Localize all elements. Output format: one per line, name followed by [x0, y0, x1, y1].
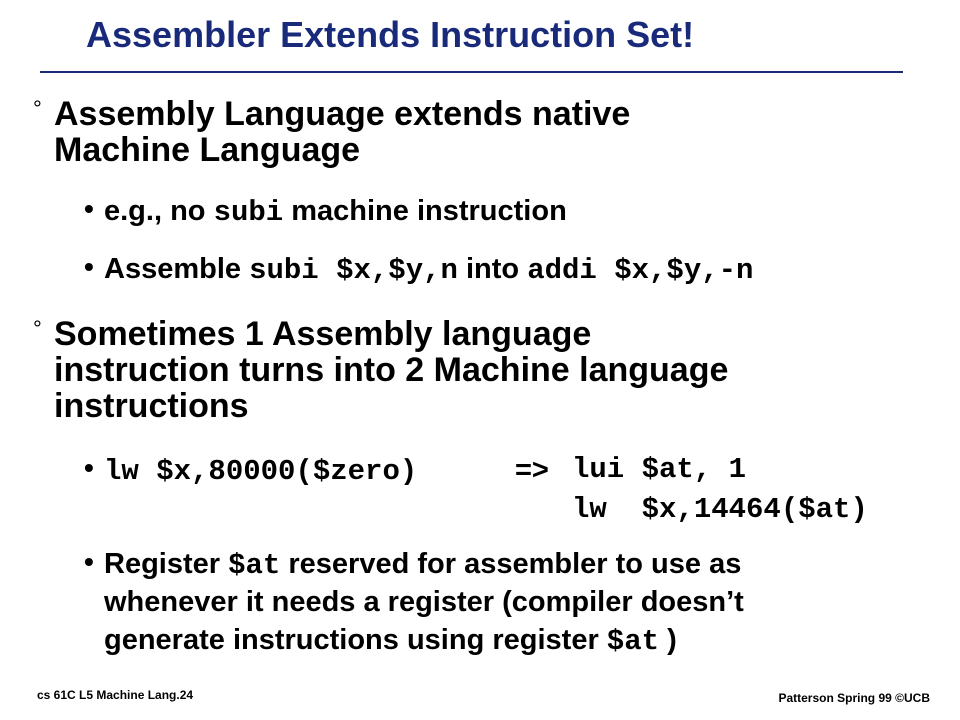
sub2-code2: addi $x,$y,-n — [527, 254, 754, 287]
sub1-text-post: machine instruction — [283, 195, 567, 227]
point1-line2: Machine Language — [54, 131, 361, 169]
note-line1 — [104, 546, 741, 584]
sub2-code1: subi $x,$y,n — [249, 254, 458, 287]
note-line1-code: $at — [228, 549, 281, 582]
sub-bullet-4: • — [84, 546, 94, 577]
example-right-line2: lw $x,14464($at) — [572, 493, 868, 526]
example-left — [104, 452, 417, 490]
sub2-text-pre: Assemble — [104, 253, 250, 285]
point2-line1: Sometimes 1 Assembly language — [54, 315, 592, 353]
note-line3 — [104, 622, 677, 660]
note-line3-code: $at — [606, 625, 660, 658]
bullet-marker-2: ° — [33, 316, 42, 341]
sub-bullet-3: • — [84, 452, 94, 483]
point2-line3: instructions — [54, 387, 249, 425]
footer-author-label: Patterson Spring 99 ©UCB — [778, 691, 930, 705]
example-left-code: lw $x,80000($zero) — [104, 455, 418, 488]
sub-bullet-1: • — [84, 193, 94, 224]
note-line1-pre: Register — [104, 548, 229, 580]
example-right-line1: lui $at, 1 — [572, 453, 747, 486]
point2-line2: instruction turns into 2 Machine language — [54, 351, 729, 389]
point1-line1: Assembly Language extends native — [54, 95, 631, 133]
point1-sub1 — [104, 193, 567, 231]
sub1-text-pre: e.g., no — [104, 195, 214, 227]
sub1-code: subi — [213, 196, 284, 229]
point1-sub2 — [104, 251, 753, 289]
slide-title: Assembler Extends Instruction Set! — [86, 14, 695, 55]
note-line2: whenever it needs a register (compiler doesn’t — [104, 586, 744, 618]
note-line3-post: ) — [659, 624, 677, 656]
title-underline — [40, 71, 903, 73]
sub2-text-mid: into — [457, 253, 528, 285]
footer-course-label: cs 61C L5 Machine Lang.24 — [37, 688, 194, 702]
note-line1-post: reserved for assembler to use as — [280, 548, 742, 580]
note-line3-pre: generate instructions using register — [104, 624, 607, 656]
example-arrow: => — [515, 454, 549, 486]
sub-bullet-2: • — [84, 251, 94, 282]
bullet-marker-1: ° — [33, 96, 42, 121]
